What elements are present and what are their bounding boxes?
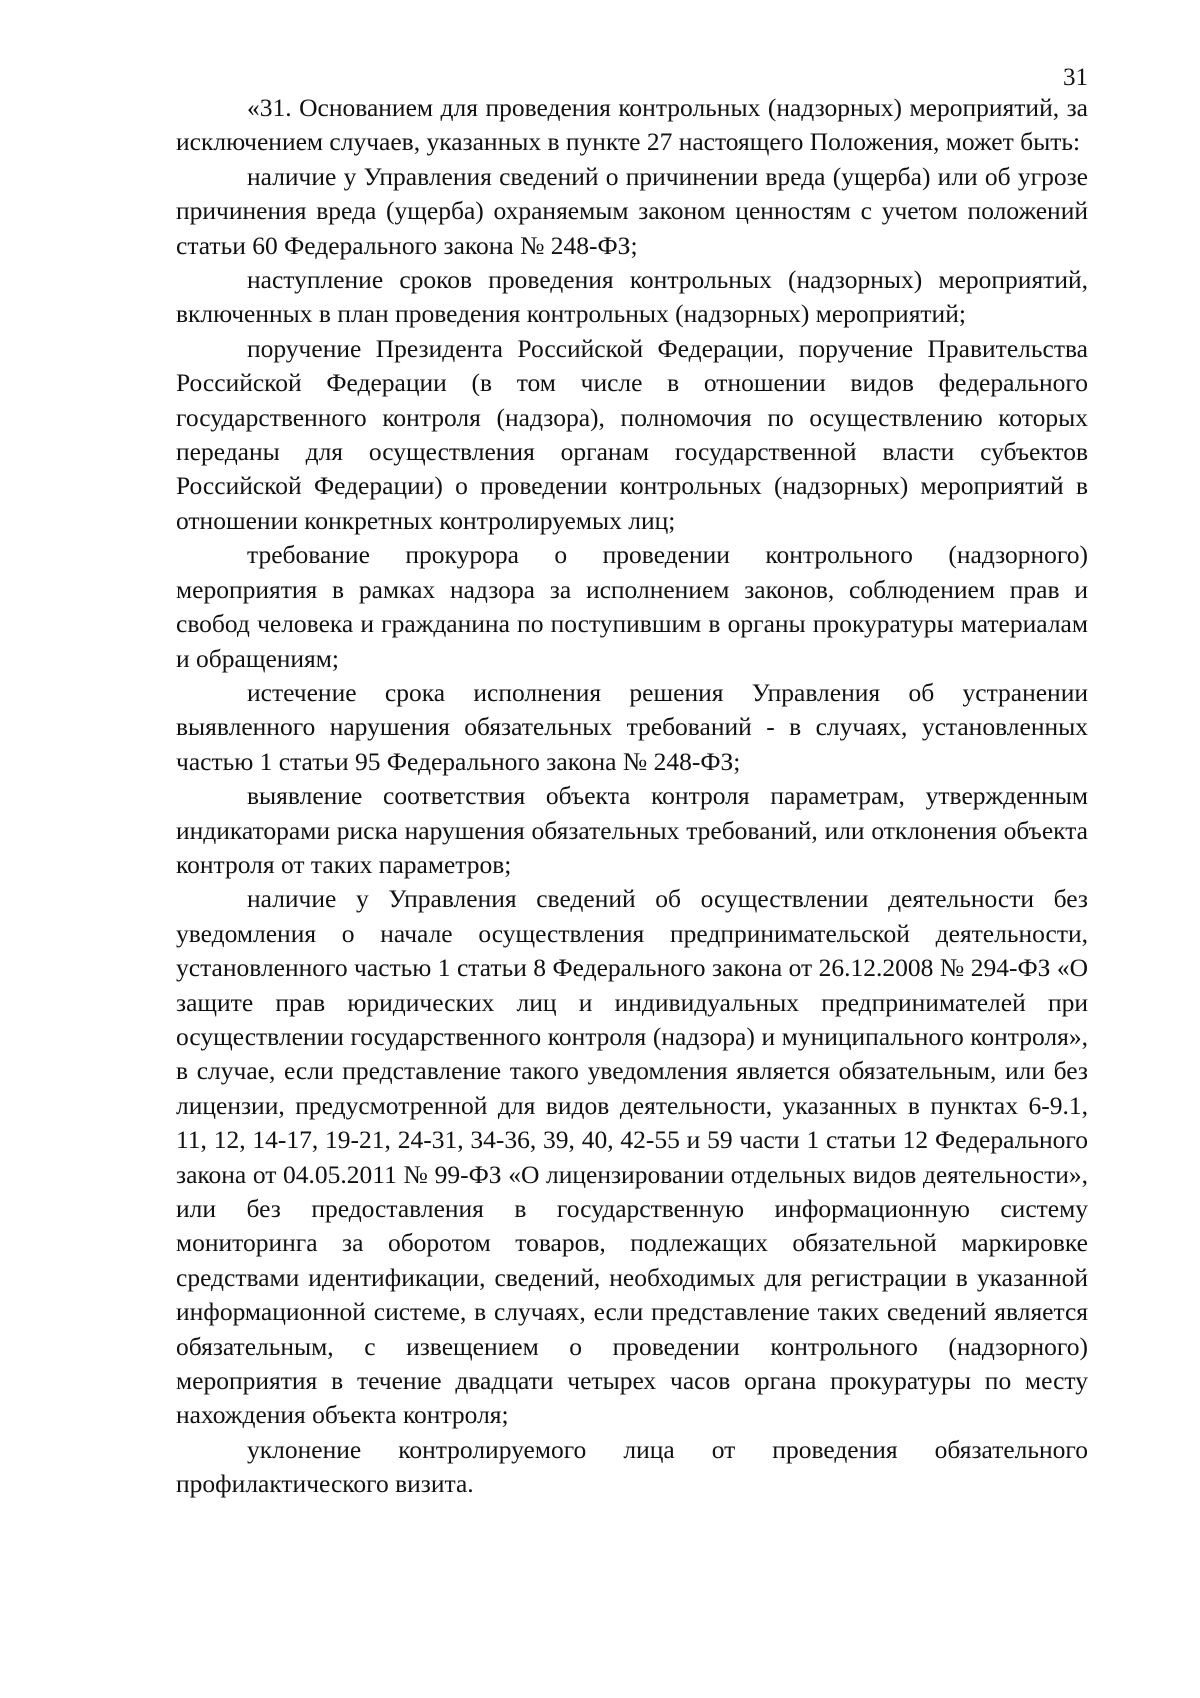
paragraph: истечение срока исполнения решения Управления об устранении выявленного нарушения обязательных требований - в случаях, установленных частью 1 статьи 95 Федерального закона № 248-ФЗ; bbox=[176, 677, 1088, 776]
paragraph: выявление соответствия объекта контроля параметрам, утвержденным индикаторами риска нарушения обязательных требований, или отклонения объекта контроля от таких параметров; bbox=[176, 781, 1088, 879]
paragraph: «31. Основанием для проведения контрольных (надзорных) мероприятий, за исключением случаев, указанных в пункте 27 настоящего Положения, может быть: bbox=[176, 93, 1088, 157]
paragraph: поручение Президента Российской Федерации, поручение Правительства Российской Федерации (в том числе в отношении видов федерального государственного контроля (надзора), полномочия по осуществлению которых переданы для осуществления органам государственной власти субъектов Российской Федерации) о проведении контрольных (надзорных) мероприятий в отношении конкретных контролируемых лиц; bbox=[176, 333, 1088, 535]
paragraph: наличие у Управления сведений о причинении вреда (ущерба) или об угрозе причинения вреда (ущерба) охраняемым законом ценностям с учетом положений статьи 60 Федерального закона № 248-ФЗ; bbox=[176, 161, 1088, 260]
paragraph: наличие у Управления сведений об осуществлении деятельности без уведомления о начале осуществления предпринимательской деятельности, установленного частью 1 статьи 8 Федерального закона от 26.12.2008 № 294-ФЗ «О защите прав юридических лиц и индивидуальных предпринимателей при осуществлении государственного контроля (надзора) и муниципального контроля», в случае, если представление такого уведомления является обязательным, или без лицензии, предусмотренной для видов деятельности, указанных в пунктах 6-9.1, 11, 12, 14-17, 19-21, 24-31, 34-36, 39, 40, 42-55 и 59 части 1 статьи 12 Федерального закона от 04.05.2011 № 99-ФЗ «О лицензировании отдельных видов деятельности», или без предоставления в государственную информационную систему мониторинга за оборотом товаров, подлежащих обязательной маркировке средствами идентификации, сведений, необходимых для регистрации в указанной информационной системе, в случаях, если представление таких сведений является обязательным, с извещением о проведении контрольного (надзорного) мероприятия в течение двадцати четырех часов органа прокуратуры по месту нахождения объекта контроля; bbox=[176, 884, 1088, 1430]
paragraph: требование прокурора о проведении контрольного (надзорного) мероприятия в рамках надзора за исполнением законов, соблюдением прав и свобод человека и гражданина по поступившим в органы прокуратуры материалам и обращениям; bbox=[176, 540, 1088, 673]
document-body bbox=[176, 91, 1088, 1502]
paragraph: уклонение контролируемого лица от проведения обязательного профилактического визита. bbox=[176, 1434, 1088, 1499]
page-number: 31 bbox=[1063, 64, 1088, 91]
paragraph: наступление сроков проведения контрольных (надзорных) мероприятий, включенных в план проведения контрольных (надзорных) мероприятий; bbox=[176, 265, 1088, 329]
